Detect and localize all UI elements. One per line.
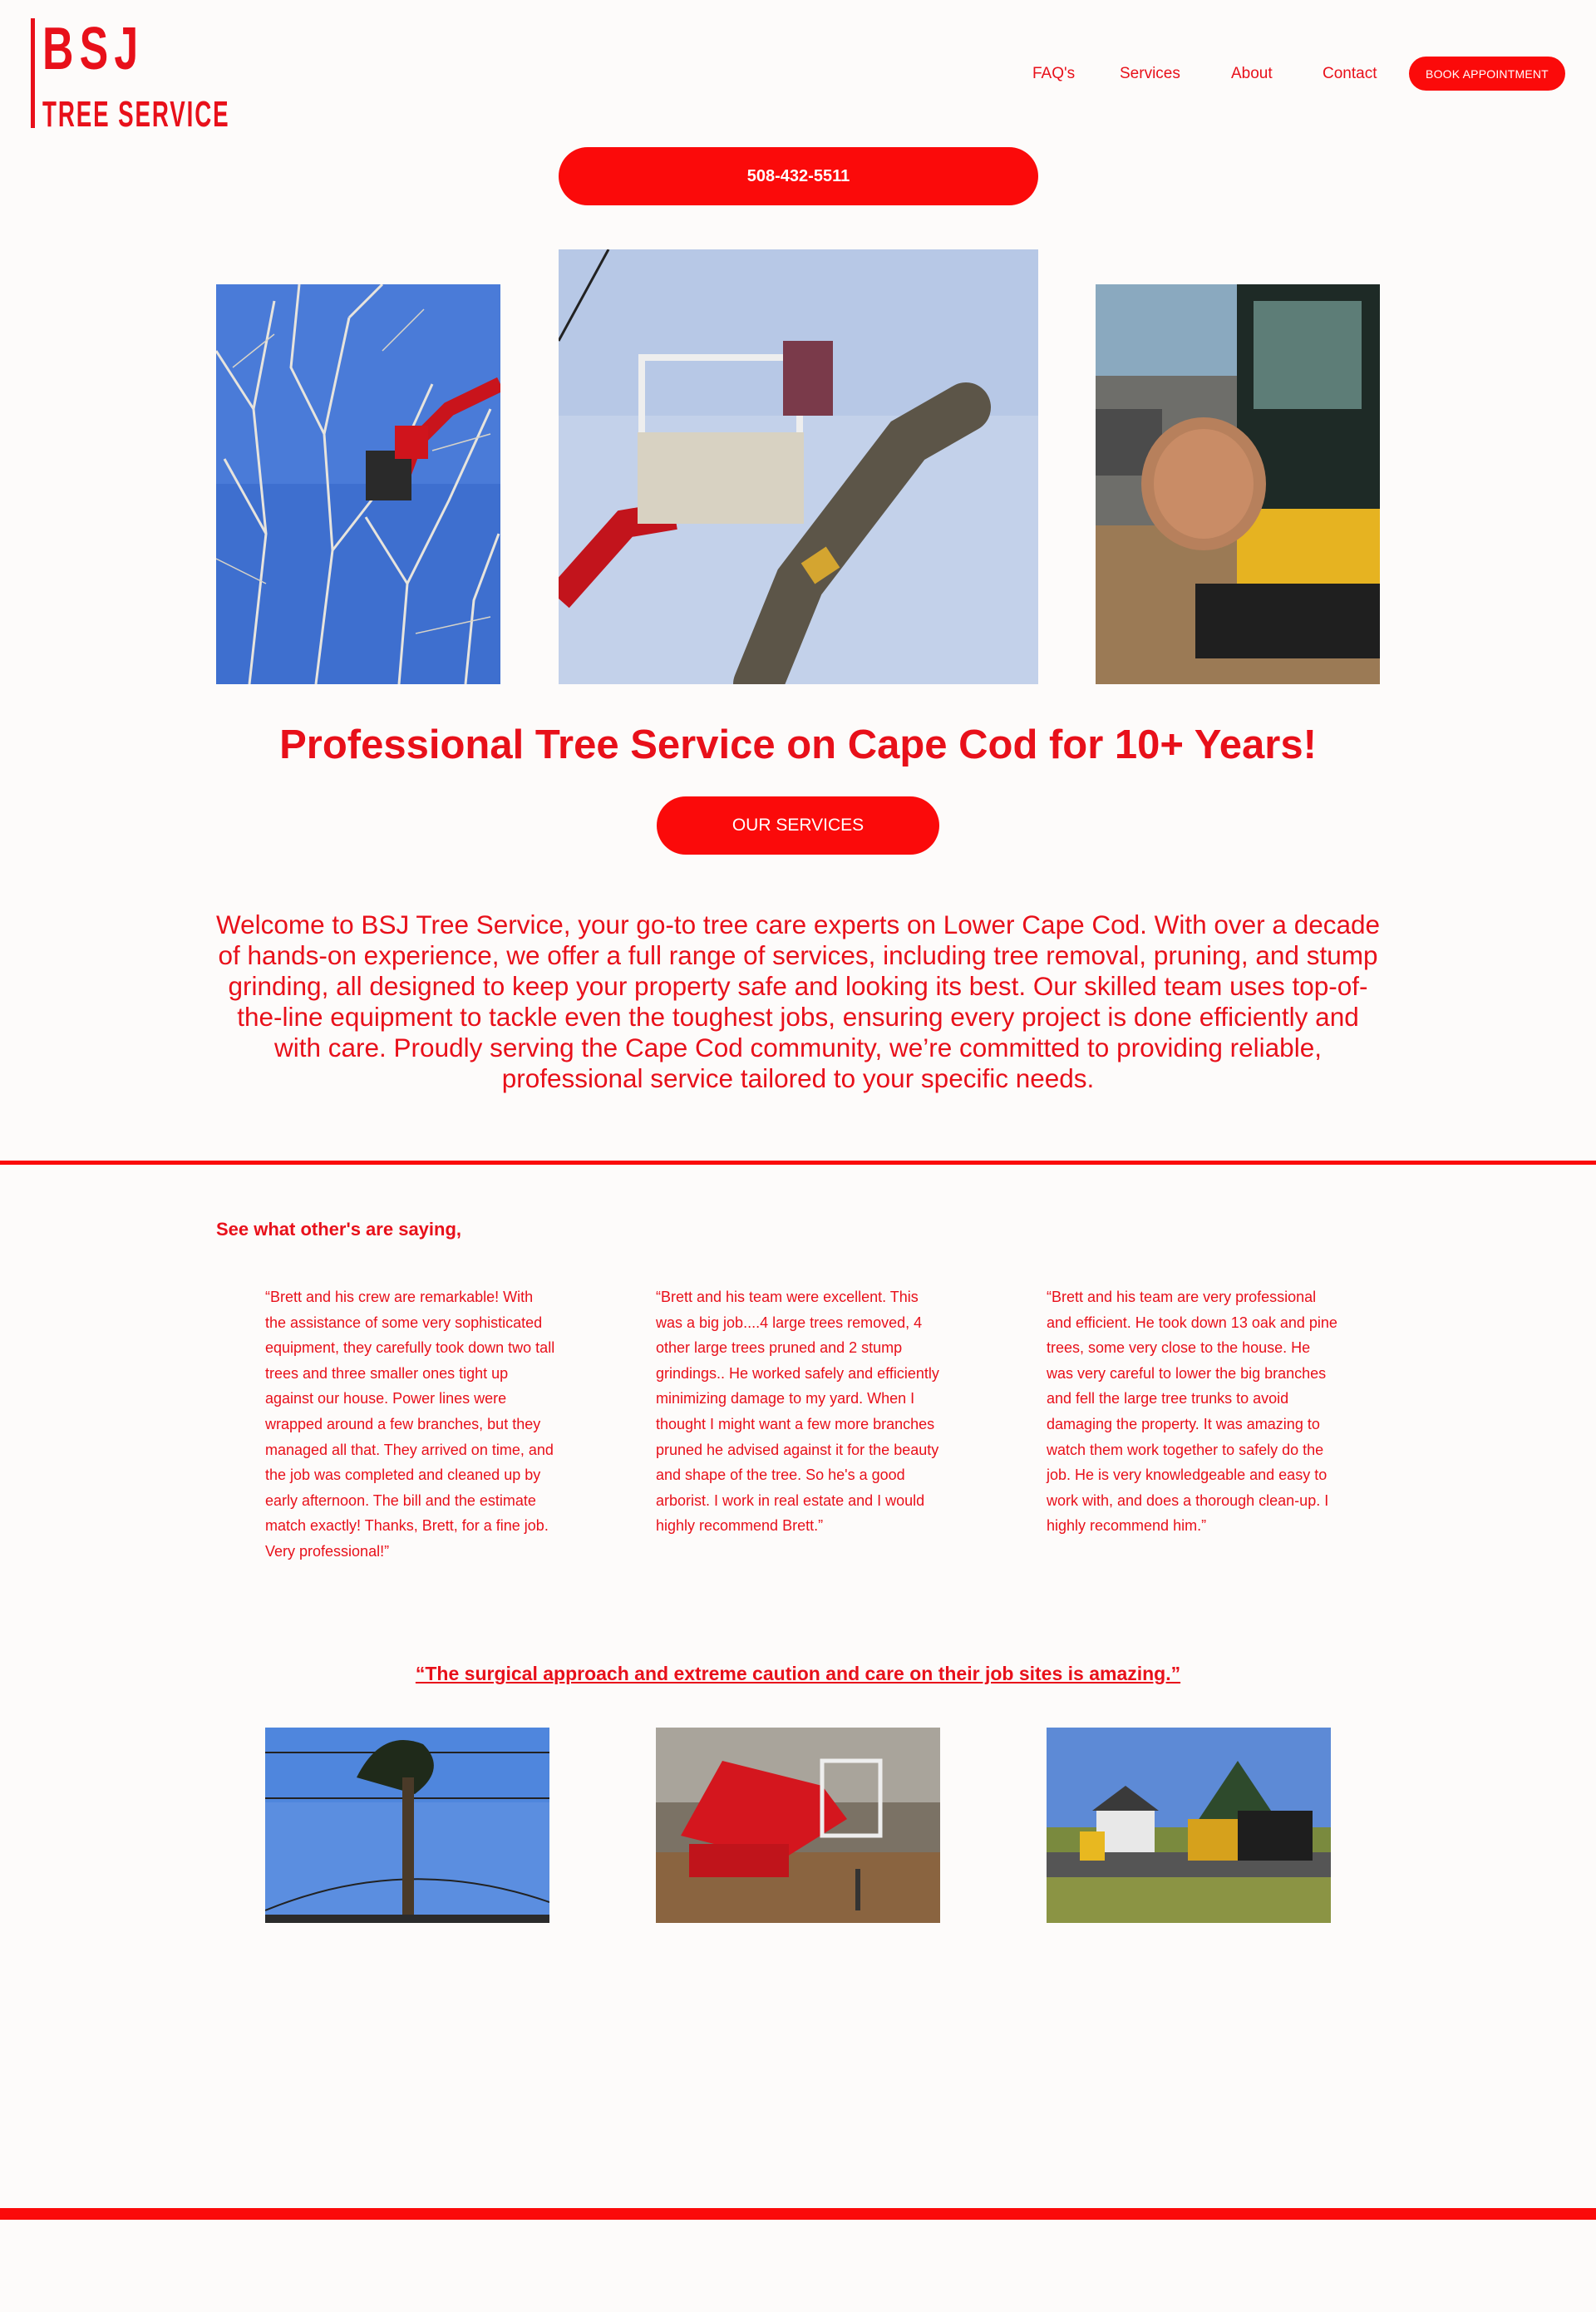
hero-photo-center <box>559 249 1038 684</box>
hero-title: Professional Tree Service on Cape Cod for 10+ Years! <box>279 722 1317 767</box>
nav-contact[interactable]: Contact <box>1323 65 1377 82</box>
logo[interactable] <box>31 15 230 135</box>
logo-bar <box>31 18 35 128</box>
footer-divider <box>0 2208 1596 2220</box>
hero-photo-right <box>1096 284 1380 684</box>
logo-tree-service-text: TREE SERVICE <box>42 94 230 135</box>
review-1: “Brett and his crew are remarkable! With the assistance of some very sophisticated equipment, they carefully took down two tall trees and three smaller ones tight up against our house. Power lines were wrapped around a few branches, but they managed all that. They arrived on time, and the job was completed and cleaned up by early afternoon. The bill and the estimate match exactly! Thanks, Brett, for a fine job. Very professional!” <box>265 1289 555 1560</box>
book-appointment-button[interactable]: BOOK APPOINTMENT <box>1409 57 1565 91</box>
phone-button[interactable]: 508-432-5511 <box>559 147 1038 205</box>
highlight-quote-link[interactable]: “The surgical approach and extreme caution and care on their job sites is amazing.” <box>415 1663 1181 1684</box>
logo-bsj-text: BSJ <box>42 16 145 82</box>
gallery-photo-1 <box>265 1728 549 1923</box>
testimonials-heading: See what other's are saying, <box>216 1219 462 1240</box>
review-2: “Brett and his team were excellent. This was a big job....4 large trees removed, 4 other large trees pruned and 2 stump grindings.. He worked safely and efficiently minimizing damage to my yard. When I thought I might want a few more branches pruned he advised against it for the beauty and shape of the tree. So he's a good arborist. I work in real estate and I would highly recommend Brett.” <box>656 1289 939 1535</box>
section-divider-top <box>0 1161 1596 1165</box>
nav-services[interactable]: Services <box>1120 65 1180 82</box>
welcome-text: Welcome to BSJ Tree Service, your go-to tree care experts on Lower Cape Cod. With over a decade of hands-on experience, we offer a full range of services, including tree removal, pruning, and stump grinding, all designed to keep your property safe and looking its best. Our skilled team uses top-of-the-line equipment to tackle even the toughest jobs, ensuring every project is done efficiently and with care. Proudly serving the Cape Cod community, we’re committed to providing reliable, professional service tailored to your specific needs. <box>215 910 1381 1093</box>
gallery-photo-3 <box>1047 1728 1331 1923</box>
nav-about[interactable]: About <box>1231 65 1273 82</box>
main-nav <box>998 57 1567 93</box>
hero-photo-left <box>216 284 500 684</box>
gallery-photo-2 <box>656 1728 940 1923</box>
our-services-button[interactable]: OUR SERVICES <box>657 796 939 855</box>
review-3: “Brett and his team are very professional and efficient. He took down 13 oak and pine trees, some very close to the house. He was very careful to lower the big branches and fell the large tree trunks to avoid damaging the property. It was amazing to watch them work together to safely do the job. He is very knowledgeable and easy to work with, and does a thorough clean-up. I highly recommend him.” <box>1047 1289 1337 1535</box>
nav-faqs[interactable]: FAQ's <box>1032 65 1076 82</box>
